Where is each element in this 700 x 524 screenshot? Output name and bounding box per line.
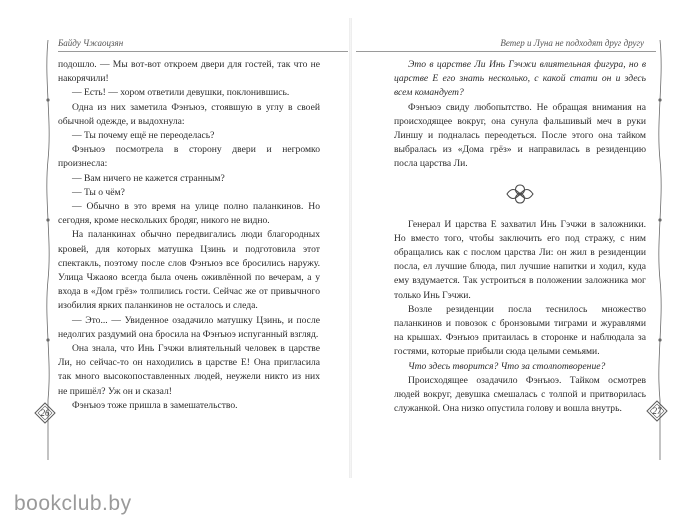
- header-rule: [356, 51, 656, 52]
- vine-ornament-icon: [42, 40, 54, 460]
- page-number-badge: [646, 400, 668, 422]
- knot-ornament-icon: [503, 183, 537, 205]
- left-page-body: [58, 58, 320, 413]
- paragraph: Одна из них заметила Фэнъюэ, стоявшую в углу в своей обычной одежде, и выдохнула:: [58, 101, 320, 127]
- paragraph: — Это... — Увиденное озадачило матушку Цзинь, и после недолгих раздумий она бросила на Фэнъюэ испуганный взгляд.: [58, 314, 320, 340]
- paragraph: Возле резиденции посла теснилось множество паланкинов и повозок с бронзовыми тиграми и журавлями на крышах. Фэнъюэ притаилась в сторонке и наблюдала за гостями, которые прибыли сюда целыми семьями.: [394, 303, 646, 358]
- paragraph: Фэнъюэ тоже пришла в замешательство.: [72, 399, 238, 411]
- paragraph: — Обычно в это время на улице полно паланкинов. Но сегодня, кроме нескольких бродяг, никого не видно.: [58, 201, 320, 227]
- header-rule: [58, 51, 348, 52]
- paragraph: — Вам ничего не кажется странным?: [72, 172, 225, 184]
- paragraph: Фэнъюэ свиду любопытство. Не обращая внимания на происходящее вокруг, она сунула фальшивый меч в руки Линшу и подналась переодеться. После этого она тайком выбралась из «Дома грёз» и направилась в резиденцию посла царства Ли.: [394, 101, 646, 170]
- right-page: [352, 0, 662, 478]
- running-head-author: Байду Чжаоцзян: [58, 38, 124, 48]
- paragraph: — Ты почему ещё не переоделась?: [72, 130, 215, 142]
- vine-ornament-icon: [654, 40, 666, 460]
- page-number: 27: [652, 406, 662, 416]
- paragraph-italic: Что здесь творится? Что за столпотворение?: [408, 360, 606, 372]
- paragraph: — Есть! — хором ответили девушки, поклонившись.: [72, 87, 290, 99]
- page-number: 26: [40, 408, 50, 418]
- watermark: bookclub.by: [14, 492, 132, 515]
- right-page-body: [394, 58, 646, 416]
- paragraph: Генерал И царства Е захватил Инь Гэчжи в заложники. Но вместо того, чтобы заключить его под стражу, с ним обращались как с послом царства Ли: он жил в резиденции посла, ел лучшие блюда, пил лучшие напитки и ходил, куда ему вздумается. Так устроиться в положении заложника мог только Инь Гэчжи.: [394, 218, 646, 301]
- paragraph: Она знала, что Инь Гэчжи влиятельный человек в царстве Ли, но сейчас-то он находились в царстве Е! Она пригласила так много высокопоставленных людей, неужели никто из них не пришёл? Уж он и сказал!: [58, 343, 320, 397]
- paragraph-italic: Это в царстве Ли Инь Гэчжи влиятельная фигура, но в царстве Е его знать несколько, с какой стати он и здесь всем командует?: [394, 59, 646, 99]
- paragraph: На паланкинах обычно передвигались люди благородных кровей, для которых матушка Цзинь и подготовила этот спектакль, поэтому после слов Фэнъюэ все бросились наружу. Улица Чжаояо всегда была очень оживлённой по вечерам, а у входа в «Дом грёз» толпились гости. Сейчас же от привычного изобилия ярких паланкинов не осталось и следа.: [58, 229, 320, 312]
- section-break: [394, 182, 646, 206]
- running-head-title: Ветер и Луна не подходят друг другу: [500, 38, 644, 48]
- left-page: [40, 0, 350, 478]
- paragraph: подошло. — Мы вот-вот откроем двери для гостей, так что не накорячили!: [58, 59, 320, 85]
- paragraph: Происходящее озадачило Фэнъюэ. Тайком осмотрев людей вокруг, девушка смешалась с толпой и притворилась служанкой. Она низко опустила голову и вошла внутрь.: [394, 374, 646, 415]
- paragraph: Фэнъюэ посмотрела в сторону двери и негромко произнесла:: [58, 144, 320, 170]
- page-number-badge: [34, 402, 56, 424]
- paragraph: — Ты о чём?: [72, 186, 125, 198]
